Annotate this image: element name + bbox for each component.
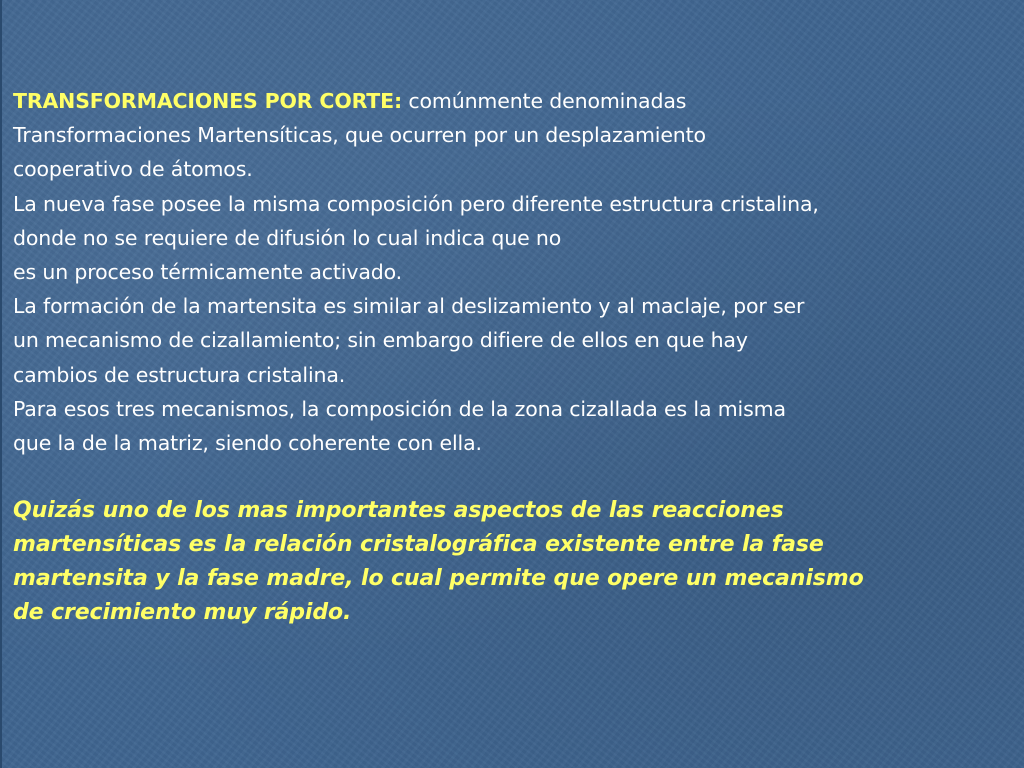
paragraph-2-line-2: donde no se requiere de difusión lo cual indica que no [13,225,562,250]
slide-body [13,84,1018,630]
paragraph-4-line-2: que la de la matriz, siendo coherente con ella. [13,431,482,456]
intro-line-3: cooperativo de átomos. [13,157,253,182]
paragraph-2-line-3: es un proceso térmicamente activado. [13,260,402,285]
highlight-line-1: Quizás uno de los mas importantes aspectos de las reacciones [13,498,784,524]
highlight-line-2: martensíticas es la relación cristalográfica existente entre la fase [13,532,824,558]
section-heading: TRANSFORMACIONES POR CORTE: [13,89,403,113]
highlight-line-3: martensita y la fase madre, lo cual permite que opere un mecanismo [13,566,864,592]
paragraph-3-line-3: cambios de estructura cristalina. [13,362,346,387]
intro-text: comúnmente denominadas [402,89,687,113]
highlight-line-4: de crecimiento muy rápido. [13,600,352,626]
paragraph-2-line-1: La nueva fase posee la misma composición pero diferente estructura cristalina, [13,191,819,216]
intro-line-1 [13,84,1018,118]
paragraph-4-line-1: Para esos tres mecanismos, la composición de la zona cizallada es la misma [13,396,786,421]
intro-line-2: Transformaciones Martensíticas, que ocurren por un desplazamiento [13,123,706,148]
paragraph-3-line-1: La formación de la martensita es similar al deslizamiento y al maclaje, por ser [13,294,805,319]
paragraph-3-line-2: un mecanismo de cizallamiento; sin embargo difiere de ellos en que hay [13,328,748,353]
paragraph-spacer [13,460,1018,494]
